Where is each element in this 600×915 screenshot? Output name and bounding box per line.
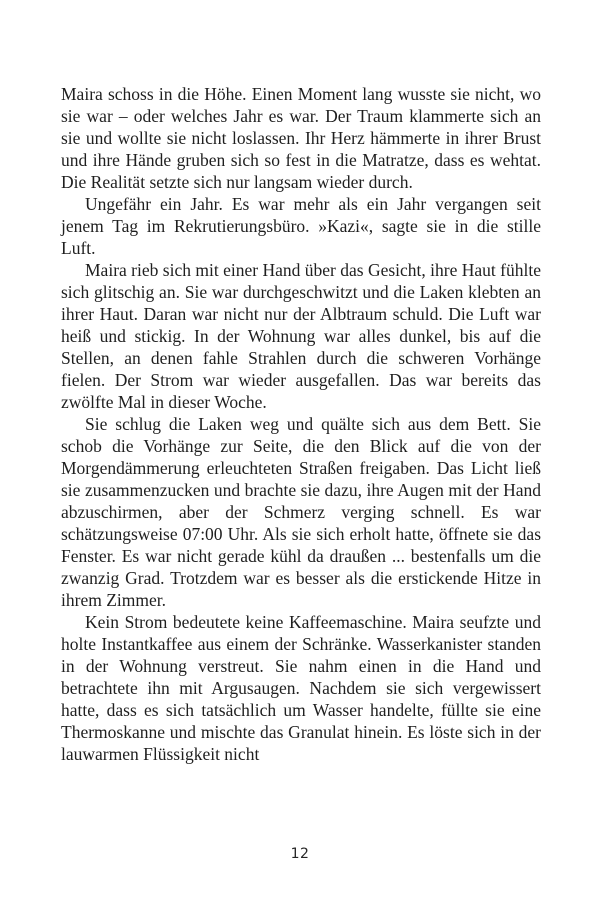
body-text	[61, 83, 541, 765]
paragraph: Maira schoss in die Höhe. Einen Moment lang wusste sie nicht, wo sie war – oder welches Jahr es war. Der Traum klammerte sich an sie und wollte sie nicht loslassen. Ihr Herz hämmerte in ihrer Brust und ihre Hände gruben sich so fest in die Matratze, dass es wehtat. Die Realität setzte sich nur langsam wieder durch.	[61, 84, 541, 192]
paragraph: Sie schlug die Laken weg und quälte sich aus dem Bett. Sie schob die Vorhänge zur Seite, die den Blick auf die von der Morgendämmerung erleuchteten Straßen freigaben. Das Licht ließ sie zusammenzucken und brachte sie dazu, ihre Augen mit der Hand abzuschirmen, aber der Schmerz verging schnell. Es war schätzungsweise 07:00 Uhr. Als sie sich erholt hatte, öffnete sie das Fenster. Es war nicht gerade kühl da draußen ... bestenfalls um die zwanzig Grad. Trotzdem war es besser als die erstickende Hitze in ihrem Zimmer.	[61, 414, 541, 610]
paragraph: Ungefähr ein Jahr. Es war mehr als ein Jahr vergangen seit jenem Tag im Rekrutierungsbüro. »Kazi«, sagte sie in die stille Luft.	[61, 194, 541, 258]
paragraph: Maira rieb sich mit einer Hand über das Gesicht, ihre Haut fühlte sich glitschig an. Sie war durchgeschwitzt und die Laken klebten an ihrer Haut. Daran war nicht nur der Albtraum schuld. Die Luft war heiß und stickig. In der Wohnung war alles dunkel, bis auf die Stellen, an denen fahle Strahlen durch die schweren Vorhänge fielen. Der Strom war wieder ausgefallen. Das war bereits das zwölfte Mal in dieser Woche.	[61, 260, 541, 412]
page-number: 12	[290, 846, 310, 862]
paragraph: Kein Strom bedeutete keine Kaffeemaschine. Maira seufzte und holte Instantkaffee aus einem der Schränke. Wasserkanister standen in der Wohnung verstreut. Sie nahm einen in die Hand und betrachtete ihn mit Argusaugen. Nachdem sie sich vergewissert hatte, dass es sich tatsächlich um Wasser handelte, füllte sie eine Thermoskanne und mischte das Granulat hinein. Es löste sich in der lauwarmen Flüssigkeit nicht	[61, 612, 541, 764]
